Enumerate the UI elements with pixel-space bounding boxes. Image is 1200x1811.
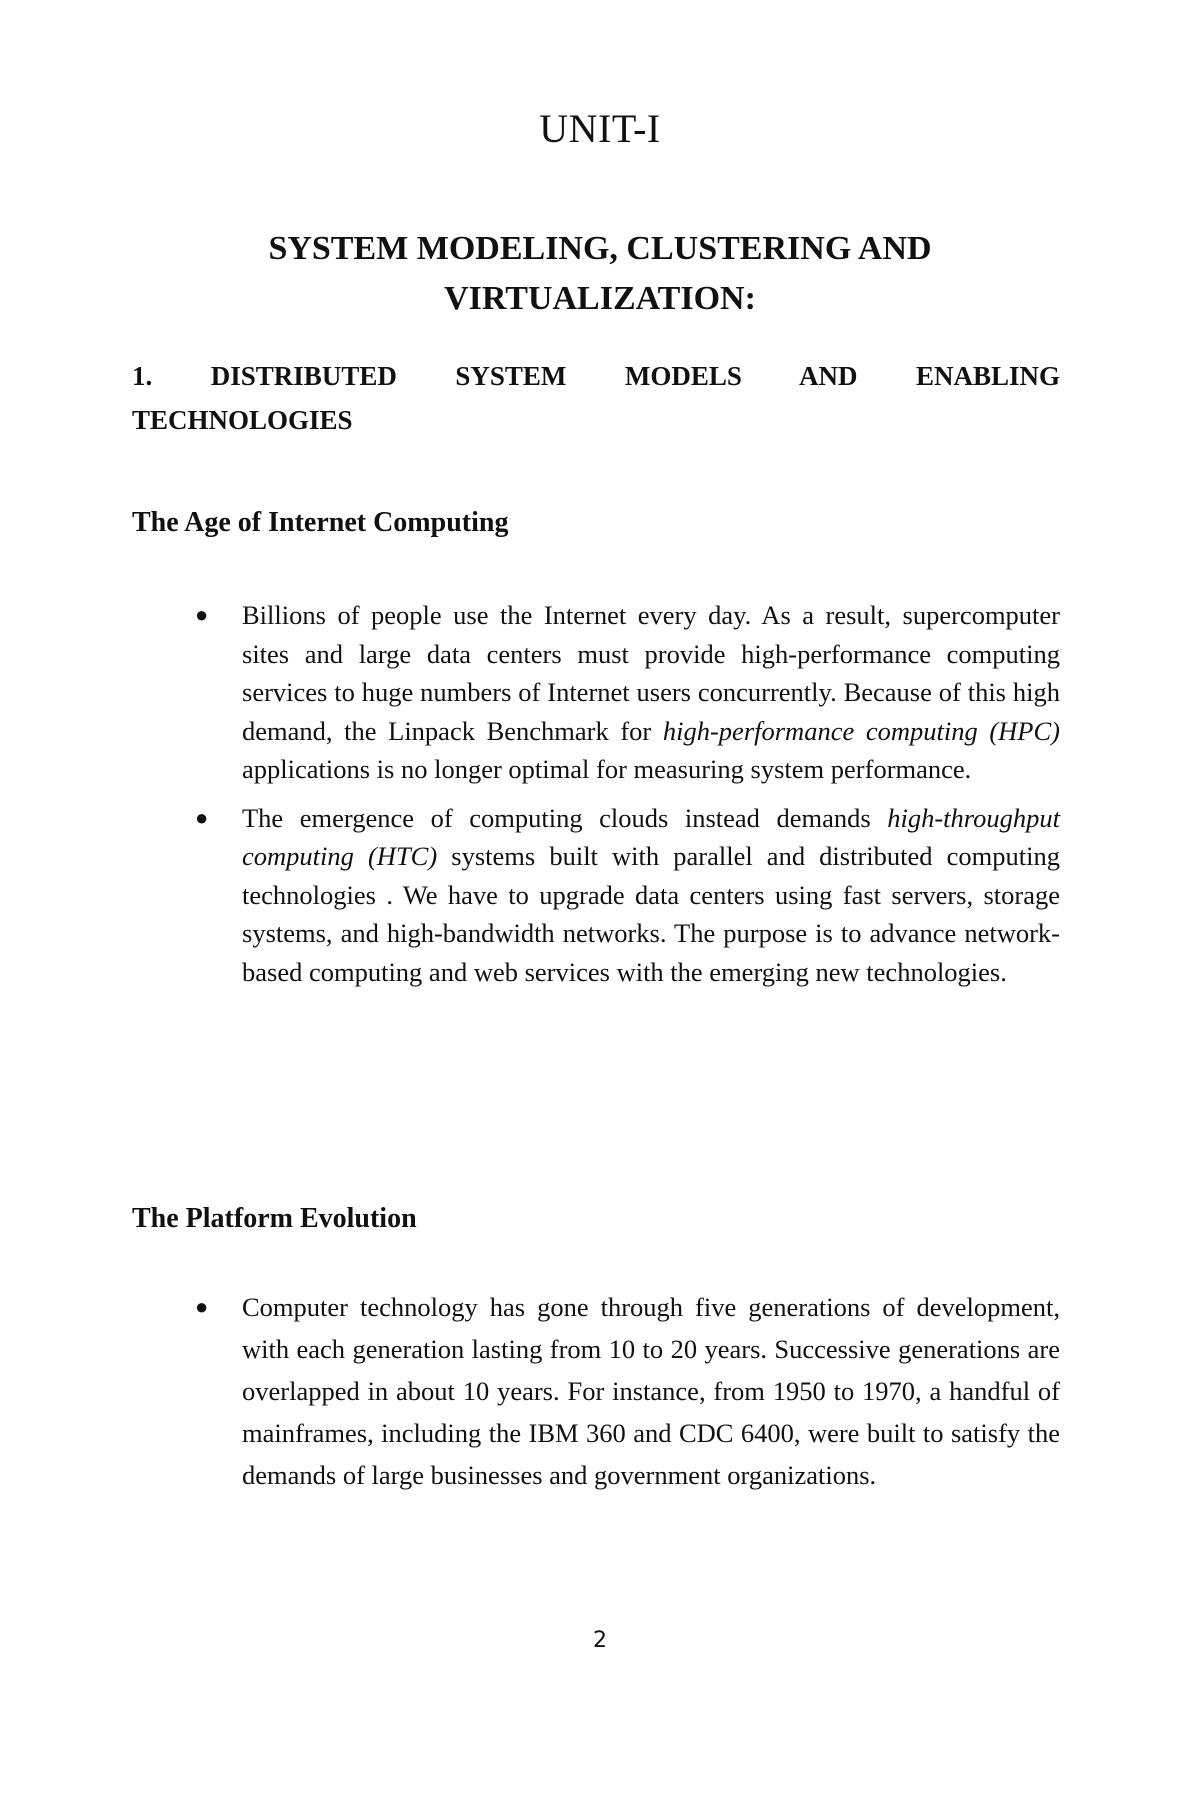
bullet-icon: ● <box>195 602 209 627</box>
bullet-list-internet-computing <box>132 596 1060 1001</box>
bullet-icon: ● <box>195 804 209 830</box>
list-item <box>132 596 1060 789</box>
bullet-text-start: The emergence of computing clouds instead demands <box>242 802 888 833</box>
unit-title: UNIT-I <box>539 106 661 151</box>
bullet-text-end: systems built with parallel and distributed computing technologies . We have to upgrade data centers using fast servers, storage systems, and high-bandwidth networks. The purpose is to advance network-based computing and web services with the emerging new technologies. <box>242 841 1060 987</box>
page-number: 2 <box>593 1628 607 1653</box>
list-item <box>132 799 1060 992</box>
bullet-italic-term: high-throughput computing (HTC) <box>242 802 1060 871</box>
section-title-line-1: 1. DISTRIBUTED SYSTEM MODELS AND ENABLING <box>132 361 1060 391</box>
subheading-platform-evolution: The Platform Evolution <box>132 1203 417 1234</box>
bullet-list-platform-evolution <box>132 1286 1060 1496</box>
section-title-line-2: TECHNOLOGIES <box>132 405 353 435</box>
bullet-text: Computer technology has gone through five generations of development, with each generation lasting from 10 to 20 years. Successive generations are overlapped in about 10 years. For instance, from 1950 to 1970, a handful of mainframes, including the IBM 360 and CDC 6400, were built to satisfy the demands of large businesses and government organizations. <box>242 1292 1060 1490</box>
section-title <box>132 354 1060 442</box>
subheading-age-of-internet-computing: The Age of Internet Computing <box>132 507 509 538</box>
bullet-text-end: applications is no longer optimal for measuring system performance. <box>242 754 972 784</box>
bullet-icon: ● <box>195 1294 209 1319</box>
bullet-italic-term: high-performance computing (HPC) <box>662 715 1060 746</box>
bullet-text-start: Billions of people use the Internet every day. As a result, supercomputer sites and large data centers must provide high-performance computing services to huge numbers of Internet users concurrently. Because of this high demand, the Linpack Benchmark for <box>242 600 1060 746</box>
list-item <box>132 1286 1060 1496</box>
chapter-title: SYSTEM MODELING, CLUSTERING AND VIRTUALIZATION: <box>268 230 932 317</box>
